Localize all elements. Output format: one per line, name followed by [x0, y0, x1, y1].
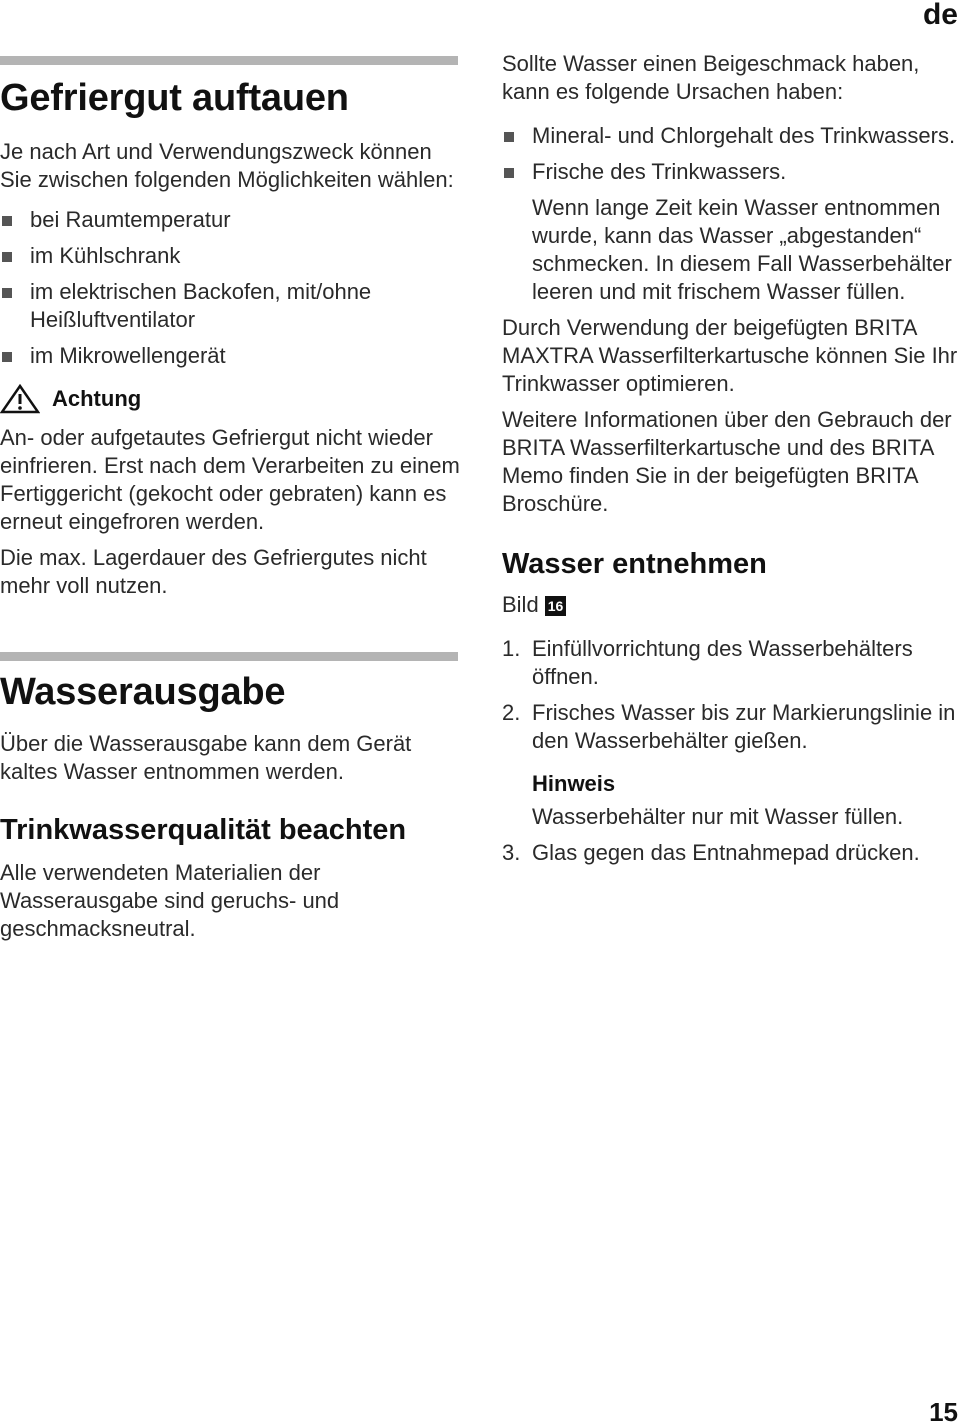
steps-list-continued: [502, 839, 960, 867]
section-rule: [0, 56, 458, 65]
warning-text-storage: Die max. Lagerdauer des Gefriergutes nicht mehr voll nutzen.: [0, 545, 427, 598]
step-item: 1. Einfüllvorrichtung des Wasserbehälters öffnen.: [502, 636, 913, 689]
figure-label: Bild: [502, 592, 539, 617]
heading-wasser-entnehmen: Wasser entnehmen: [502, 548, 767, 580]
list-item: Mineral- und Chlorgehalt des Trinkwassers.: [502, 122, 960, 150]
taste-intro-paragraph: Sollte Wasser einen Beigeschmack haben, kann es folgende Ursachen haben:: [502, 51, 920, 104]
language-code: de: [922, 0, 958, 31]
note-label: Hinweis: [532, 771, 616, 796]
bullet-square-icon: [2, 252, 12, 262]
step-item: 2. Frisches Wasser bis zur Markierungslinie in den Wasserbehälter gießen.: [502, 700, 956, 753]
list-item: bei Raumtemperatur: [0, 206, 460, 234]
heading-trinkwasserqualitaet: Trinkwasserqualität beachten: [0, 814, 407, 846]
right-column: [502, 50, 960, 867]
thaw-options-list: [0, 206, 460, 370]
brita-info-paragraph: Weitere Informationen über den Gebrauch der BRITA Wasserfilterkartusche und des BRITA Memo finden Sie in der beigefügten BRITA Broschüre.: [502, 407, 952, 516]
bullet-square-icon: [2, 352, 12, 362]
taste-causes-list: [502, 122, 960, 186]
section-rule: [0, 652, 458, 661]
list-item: im elektrischen Backofen, mit/ohne Heißluftventilator: [0, 278, 460, 334]
list-item: im Kühlschrank: [0, 242, 460, 270]
figure-reference: [502, 591, 960, 619]
frische-paragraph: Wenn lange Zeit kein Wasser entnommen wurde, kann das Wasser „abgestanden“ schmecken. In diesem Fall Wasserbehälter leeren und mit frischem Wasser füllen.: [532, 195, 952, 304]
left-column: [0, 56, 460, 943]
steps-list: [502, 635, 960, 755]
bullet-square-icon: [2, 288, 12, 298]
figure-number-badge: 16: [545, 596, 567, 616]
warning-header: [0, 384, 460, 414]
note-text: Wasserbehälter nur mit Wasser füllen.: [532, 804, 904, 829]
list-item: im Mikrowellengerät: [0, 342, 460, 370]
warning-text: An- oder aufgetautes Gefriergut nicht wieder einfrieren. Erst nach dem Verarbeiten zu einem Fertiggericht (gekocht oder gebraten) kann es erneut eingefroren werden.: [0, 425, 460, 534]
note-box: [502, 771, 960, 831]
intro-paragraph: Je nach Art und Verwendungszweck können Sie zwischen folgenden Möglichkeiten wählen:: [0, 139, 454, 192]
bullet-square-icon: [504, 168, 514, 178]
warning-triangle-icon: [0, 384, 40, 414]
bullet-square-icon: [504, 132, 514, 142]
heading-wasserausgabe: Wasserausgabe: [0, 671, 286, 713]
heading-gefriergut-auftauen: Gefriergut auftauen: [0, 77, 349, 119]
list-item: Frische des Trinkwassers.: [502, 158, 960, 186]
page-number: 15: [929, 1397, 958, 1427]
qualitaet-paragraph: Alle verwendeten Materialien der Wasserausgabe sind geruchs- und geschmacksneutral.: [0, 860, 340, 941]
bullet-square-icon: [2, 216, 12, 226]
wasserausgabe-paragraph: Über die Wasserausgabe kann dem Gerät kaltes Wasser entnommen werden.: [0, 731, 412, 784]
warning-label: Achtung: [52, 386, 142, 411]
brita-optimize-paragraph: Durch Verwendung der beigefügten BRITA MAXTRA Wasserfilterkartusche können Sie Ihr Trinkwasser optimieren.: [502, 315, 958, 396]
step-item: 3. Glas gegen das Entnahmepad drücken.: [502, 840, 920, 865]
